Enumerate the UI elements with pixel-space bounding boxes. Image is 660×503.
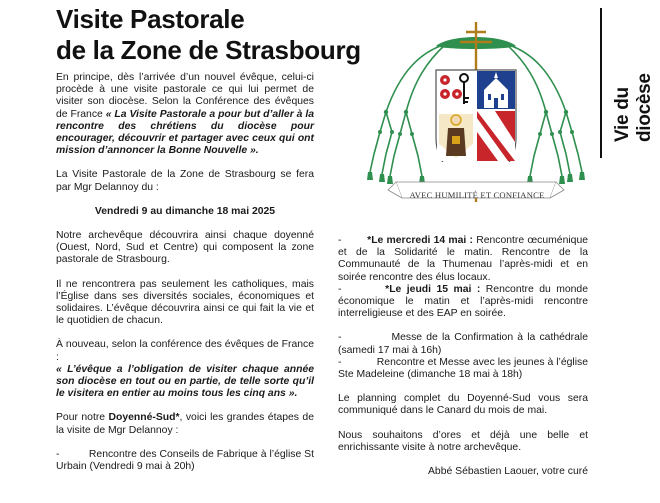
- right-tassels-icon: [506, 44, 582, 176]
- event-youth-mass: - Rencontre et Messe avec les jeunes à l’église Ste Madeleine (dimanche 18 mai à 18h): [338, 356, 588, 381]
- page-title: [56, 4, 361, 66]
- event-thursday-date: *Le jeudi 15 mai :: [385, 283, 481, 295]
- left-tassels-icon: [370, 44, 446, 176]
- event-confirmation: - Messe de la Confirmation à la cathédrale (samedi 17 mai à 16h): [338, 332, 588, 356]
- left-column: [56, 72, 314, 485]
- title-line-2: de la Zone de Strasbourg: [56, 35, 361, 65]
- event-wednesday-date: *Le mercredi 14 mai :: [367, 235, 473, 246]
- paragraph-deaneries: Notre archevêque découvrira ainsi chaque doyenné (Ouest, Nord, Sud et Centre) qui composent la zone pastorale de Strasbourg.: [56, 230, 314, 266]
- paragraph-wishes: Nous souhaitons d’ores et déjà une belle et enrichissante visite à notre archevêque.: [338, 429, 588, 453]
- paragraph-stages: [56, 412, 314, 436]
- paragraph-planning: Le planning complet du Doyenné-Sud vous sera communiqué dans le Canard du mois de mai.: [338, 393, 588, 417]
- event-thursday-text: Rencontre du monde économique le matin et l’après-midi rencontre interreligieuse et des EAP en soirée.: [338, 283, 588, 320]
- event-thursday: [338, 284, 588, 321]
- event-fabrique: - Rencontre des Conseils de Fabrique à l’église St Urbain (Vendredi 9 mai à 20h): [56, 448, 314, 473]
- stages-text-b: , voici les grandes étapes de la visite de Mgr Delannoy :: [56, 412, 314, 436]
- paragraph-encounters: Il ne rencontrera pas seulement les catholiques, mais l’Église dans ses diversités sociales, économiques et solidaires. L’évêque découvrira ainsi ce qui fait la vie et le quotidien de chacun.: [56, 278, 314, 327]
- paragraph-intro: [56, 72, 314, 157]
- motto-text: AVEC HUMILITÉ ET CONFIANCE: [409, 190, 545, 200]
- paragraph-visit: La Visite Pastorale de la Zone de Strasbourg se fera par Mgr Delannoy du :: [56, 169, 314, 193]
- right-column: [338, 235, 588, 490]
- section-label: Vie du diocèse: [612, 73, 655, 142]
- signature: Abbé Sébastien Laouer, votre curé: [427, 466, 588, 478]
- obligation-quote: « L’évêque a l’obligation de visiter chaque année son diocèse en tout ou en partie, de telle sorte qu’il le visitera en entier au moins tous les cinq ans ».: [56, 363, 314, 400]
- event-wednesday: [338, 235, 588, 284]
- event-dash: -: [338, 235, 368, 246]
- obligation-intro: À nouveau, selon la conférence des évêques de France :: [56, 339, 314, 363]
- stages-deanery: Doyenné-Sud*: [108, 412, 180, 424]
- stages-text-a: Pour notre: [56, 412, 109, 424]
- coat-of-arms-emblem: [360, 22, 592, 207]
- paragraph-obligation: [56, 339, 314, 400]
- intro-text: En principe, dès l’arrivée d’un nouvel évêque, celui-ci procède à une visite pastorale ce qui lui permet de visiter son diocèse. Selon la Conférence des évêques de France: [56, 72, 314, 120]
- intro-quote: « La Visite Pastorale a pour but d’aller à la rencontre des chrétiens du diocèse pour encourager, découvrir et partager avec ceux qui ont mission d’annoncer la Bonne Nouvelle ».: [56, 108, 314, 157]
- title-line-1: Visite Pastorale: [56, 4, 245, 34]
- event-dash: -: [338, 283, 386, 295]
- event-wednesday-text: Rencontre œcuménique et de la Solidarité le matin. Rencontre de la Communauté de la Thumenau l’après-midi et en soirée rencontre des élus locaux.: [338, 235, 589, 283]
- visit-dates: Vendredi 9 au dimanche 18 mai 2025: [94, 205, 276, 217]
